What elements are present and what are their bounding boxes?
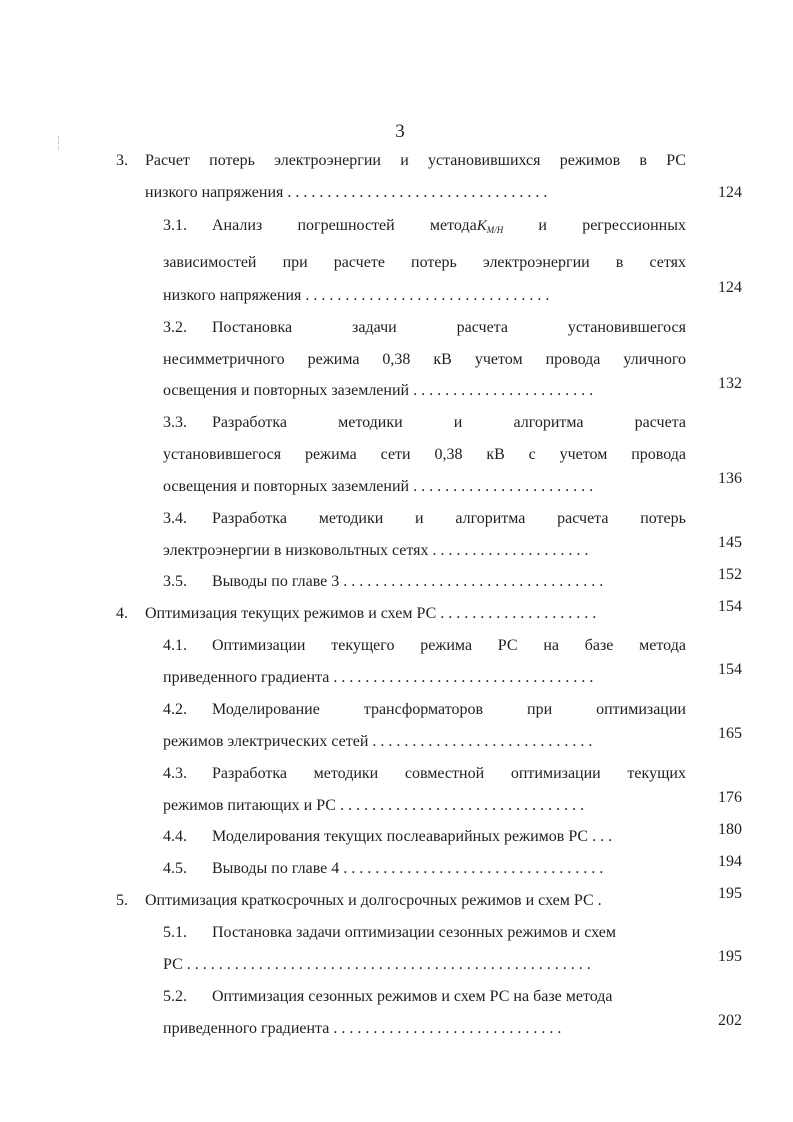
method-term: методаK$_{M/H}$: [429, 217, 504, 235]
section-number: 4.4.: [163, 828, 187, 845]
chapter-title: Оптимизация текущих режимов и схем РС . . . . . . . . . . . . . . . . . . . .: [145, 605, 597, 622]
section-title-line-2: режимов электрических сетей . . . . . . . . . . . . . . . . . . . . . . . . . . . .: [163, 733, 593, 750]
page-ref: 154: [718, 598, 742, 615]
section-title-line-1: Оптимизации текущего режима РС на базе метода: [212, 637, 686, 654]
page-ref: 194: [718, 853, 742, 870]
section-title-line-2: режимов питающих и РС . . . . . . . . . . . . . . . . . . . . . . . . . . . . . . .: [163, 797, 584, 814]
page-ref: 195: [718, 885, 742, 902]
page-ref: 154: [718, 661, 742, 678]
chapter-number: 4.: [116, 605, 128, 622]
section-number: 4.1.: [163, 637, 187, 654]
kmh-symbol: $K_{M/H}$: [476, 218, 504, 235]
page-ref: 195: [718, 948, 742, 965]
page-ref: 152: [718, 566, 742, 583]
section-title-line-3: низкого напряжения . . . . . . . . . . . . . . . . . . . . . . . . . . . . . . .: [163, 287, 550, 304]
section-number: 3.5.: [163, 573, 187, 590]
section-title-line-1: Постановка задачи расчета установившегося: [212, 319, 686, 336]
section-title-line-1: Разработка методики и алгоритма расчета потерь: [212, 510, 686, 527]
page-ref: 124: [718, 184, 742, 201]
page-ref: 176: [718, 789, 742, 806]
page-ref: 165: [718, 725, 742, 742]
page-ref: 180: [718, 821, 742, 838]
section-title-line-1: Оптимизация сезонных режимов и схем РС на базе метода: [212, 988, 613, 1005]
section-title-line-2: приведенного градиента . . . . . . . . . . . . . . . . . . . . . . . . . . . . .: [163, 1020, 562, 1037]
section-number: 5.2.: [163, 988, 187, 1005]
section-title-line-1: Разработка методики и алгоритма расчета: [212, 414, 686, 431]
section-number: 5.1.: [163, 924, 187, 941]
chapter-title-line-2: низкого напряжения . . . . . . . . . . . . . . . . . . . . . . . . . . . . . . . . .: [145, 184, 548, 201]
chapter-title-line-1: Расчет потерь электроэнергии и установившихся режимов в РС: [145, 152, 686, 169]
section-title-line-2: установившегося режима сети 0,38 кВ с учетом провода: [163, 446, 686, 463]
section-number: 4.5.: [163, 860, 187, 877]
section-title-line-3: освещения и повторных заземлений . . . . . . . . . . . . . . . . . . . . . . .: [163, 382, 594, 399]
page-ref: 136: [718, 470, 742, 487]
section-number: 3.2.: [163, 319, 187, 336]
section-title-line-2: несимметричного режима 0,38 кВ учетом провода уличного: [163, 351, 686, 368]
section-title-line-1: Анализ погрешностей методаK$_{M/H}$ и регрессионных: [212, 216, 686, 240]
section-title-line-1: Выводы по главе 3 . . . . . . . . . . . . . . . . . . . . . . . . . . . . . . . . .: [212, 573, 604, 590]
section-title-line-1: Моделирования текущих послеаварийных режимов РС . . .: [212, 828, 613, 845]
section-title-line-2: электроэнергии в низковольтных сетях . . . . . . . . . . . . . . . . . . . .: [163, 542, 589, 559]
section-title-line-1: Моделирование трансформаторов при оптимизации: [212, 701, 686, 718]
page-ref: 145: [718, 534, 742, 551]
margin-scan-mark: [58, 136, 61, 150]
section-number: 3.1.: [163, 217, 187, 234]
page-ref: 202: [718, 1012, 742, 1029]
section-title-line-1: Разработка методики совместной оптимизации текущих: [212, 765, 686, 782]
section-title-line-1: Постановка задачи оптимизации сезонных режимов и схем: [212, 924, 617, 941]
section-number: 4.3.: [163, 765, 187, 782]
section-number: 4.2.: [163, 701, 187, 718]
section-number: 3.4.: [163, 510, 187, 527]
page-number: 3: [395, 121, 405, 142]
chapter-title: Оптимизация краткосрочных и долгосрочных режимов и схем РС .: [145, 892, 602, 909]
section-title-line-2: зависимостей при расчете потерь электроэнергии в сетях: [163, 254, 686, 271]
section-title-line-2: РС . . . . . . . . . . . . . . . . . . . . . . . . . . . . . . . . . . . . . . . . . . . . . . . . . . .: [163, 956, 591, 973]
page-ref: 124: [718, 279, 742, 296]
section-title-line-3: освещения и повторных заземлений . . . . . . . . . . . . . . . . . . . . . . .: [163, 478, 594, 495]
chapter-number: 3.: [116, 152, 128, 169]
section-title-line-2: приведенного градиента . . . . . . . . . . . . . . . . . . . . . . . . . . . . . . . . .: [163, 669, 594, 686]
section-number: 3.3.: [163, 414, 187, 431]
section-title-line-1: Выводы по главе 4 . . . . . . . . . . . . . . . . . . . . . . . . . . . . . . . . .: [212, 860, 604, 877]
chapter-number: 5.: [116, 892, 128, 909]
page-ref: 132: [718, 375, 742, 392]
